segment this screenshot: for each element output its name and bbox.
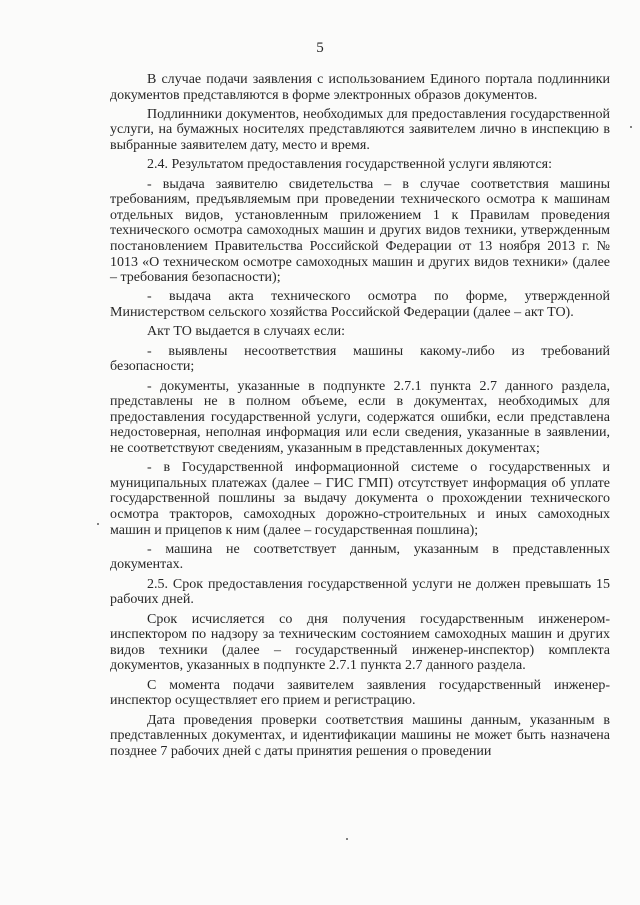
paragraph-registration: С момента подачи заявителем заявления государственный инженер-инспектор осуществляет его прием и регистрацию.: [110, 677, 610, 709]
paragraph-section-2-4: 2.4. Результатом предоставления государственной услуги являются:: [147, 157, 552, 173]
paragraph-section-2-5: 2.5. Срок предоставления государственной услуги не должен превышать 15 рабочих дней.: [110, 576, 610, 608]
paragraph-portal-submission: В случае подачи заявления с использованием Единого портала подлинники документов представляются в форме электронных образов документов.: [110, 72, 610, 103]
paragraph-act-cases-intro: Акт ТО выдается в случаях если:: [147, 324, 345, 340]
paragraph-case-documents: - документы, указанные в подпункте 2.7.1 пункта 2.7 данного раздела, представлены не в полном объеме, если в документах, необходимых для предоставления государственной услуги, содержатся ошибки, если представлена недостоверная, неполная информация или если сведения, указанные в заявлении, не соответствуют сведениям, указанным в представленных документах;: [110, 378, 610, 456]
scan-speck: [97, 523, 99, 525]
paragraph-originals-on-paper: Подлинники документов, необходимых для предоставления государственной услуги, на бумажных носителях представляются заявителем лично в инспекцию в выбранные заявителем дату, место и время.: [110, 106, 610, 154]
document-body: [110, 72, 610, 763]
paragraph-inspection-date: Дата проведения проверки соответствия машины данным, указанным в представленных документах, и идентификации машины не может быть назначена позднее 7 рабочих дней с даты принятия решения о проведении: [110, 712, 610, 759]
paragraph-act-issuance: - выдача акта технического осмотра по форме, утвержденной Министерством сельского хозяйства Российской Федерации (далее – акт ТО).: [110, 289, 610, 321]
scan-speck: [346, 838, 348, 840]
paragraph-case-nonconformity: - выявлены несоответствия машины какому-либо из требований безопасности;: [110, 343, 610, 375]
scan-speck: [630, 126, 632, 128]
paragraph-case-gis-gmp: - в Государственной информационной системе о государственных и муниципальных платежах (далее – ГИС ГМП) отсутствует информация об уплате государственной пошлины за выдачу документа о прохождении технического осмотра тракторов, самоходных дорожно-строительных и иных самоходных машин и прицепов к ним (далее – государственная пошлина);: [110, 460, 610, 538]
paragraph-case-machine-mismatch: - машина не соответствует данным, указанным в представленных документах.: [110, 541, 610, 573]
paragraph-certificate-issuance: - выдача заявителю свидетельства – в случае соответствия машины требованиям, предъявляемым при проведении технического осмотра к машинам отдельных видов, установленным приложением 1 к Правилам проведения технического осмотра самоходных машин и других видов техники, утвержденным постановлением Правительства Российской Федерации от 13 ноября 2013 г. № 1013 «О техническом осмотре самоходных машин и других видов техники» (далее – требования безопасности);: [110, 176, 610, 286]
page-number: 5: [316, 40, 324, 56]
paragraph-term-calculation: Срок исчисляется со дня получения государственным инженером-инспектором по надзору за техническим состоянием самоходных машин и других видов техники (далее – государственный инженер-инспектор) комплекта документов, указанных в подпункте 2.7.1 пункта 2.7 данного раздела.: [110, 611, 610, 674]
